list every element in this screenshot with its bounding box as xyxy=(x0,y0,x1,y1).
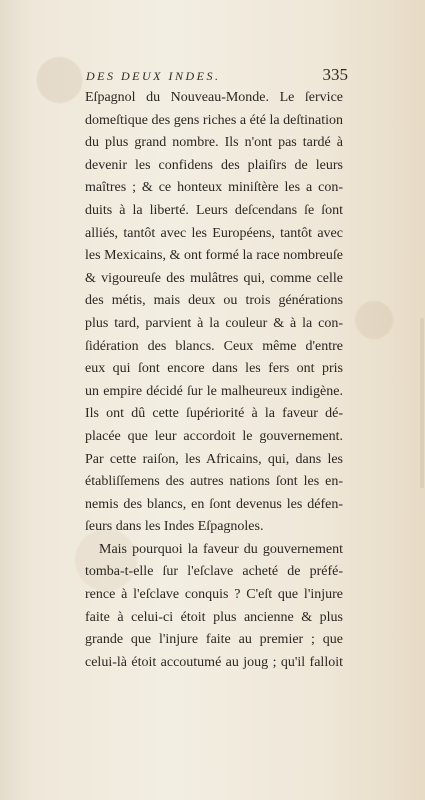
show-through-stain xyxy=(420,318,424,488)
text-line: des métis, mais deux ou trois générations xyxy=(85,293,343,309)
text-line: les Mexicains, & ont formé la race nombreuſe xyxy=(85,248,343,264)
text-line: Par cette raiſon, les Africains, qui, dans les xyxy=(85,451,343,467)
text-line: ſidération des blancs. Ceux même d'entre xyxy=(85,338,343,354)
page-header xyxy=(86,65,348,85)
text-line: Ils ont dû cette ſupériorité à la faveur dé- xyxy=(85,406,343,422)
text-line: duits à la liberté. Leurs deſcendans ſe ſont xyxy=(85,202,343,218)
text-line: faite à celui-ci étoit plus ancienne & plus xyxy=(85,609,343,625)
text-line: établiſſemens des autres nations ſont les en- xyxy=(85,474,343,490)
text-line: tomba-t-elle ſur l'eſclave acheté de préfé- xyxy=(85,564,343,580)
text-line: ſeurs dans les Indes Eſpagnoles. xyxy=(85,519,264,535)
body-text xyxy=(85,87,343,674)
text-line: domeſtique des gens riches a été la deſtination xyxy=(85,112,343,128)
running-head: DES DEUX INDES. xyxy=(86,69,221,83)
text-line: alliés, tantôt avec les Européens, tantôt avec xyxy=(85,225,343,241)
text-line: rence à l'eſclave conquis ? C'eſt que l'injure xyxy=(85,587,343,603)
text-line: maîtres ; & ce honteux miniſtère les a con- xyxy=(85,180,343,196)
text-line: plus tard, parvient à la couleur & à la con- xyxy=(85,315,343,331)
text-line: du plus grand nombre. Ils n'ont pas tardé à xyxy=(85,135,343,151)
text-line: devenir les confidens des plaiſirs de leurs xyxy=(85,157,343,173)
text-line: Mais pourquoi la faveur du gouvernement xyxy=(99,541,343,557)
page-number: 335 xyxy=(322,65,348,84)
text-line: eux qui ſont encore dans les fers ont pris xyxy=(85,361,343,377)
text-line: celui-là étoit accoutumé au joug ; qu'il falloit xyxy=(85,654,343,670)
text-line: grande que l'injure faite au premier ; que xyxy=(85,632,343,648)
text-line: & vigoureuſe des mulâtres qui, comme celle xyxy=(85,270,343,286)
text-line: nemis des blancs, en ſont devenus les défen- xyxy=(85,496,343,512)
text-line: un empire décidé ſur le malheureux indigène. xyxy=(85,383,343,399)
text-line: Eſpagnol du Nouveau-Monde. Le ſervice xyxy=(85,90,343,105)
text-line: placée que leur accordoit le gouvernement. xyxy=(85,428,343,444)
